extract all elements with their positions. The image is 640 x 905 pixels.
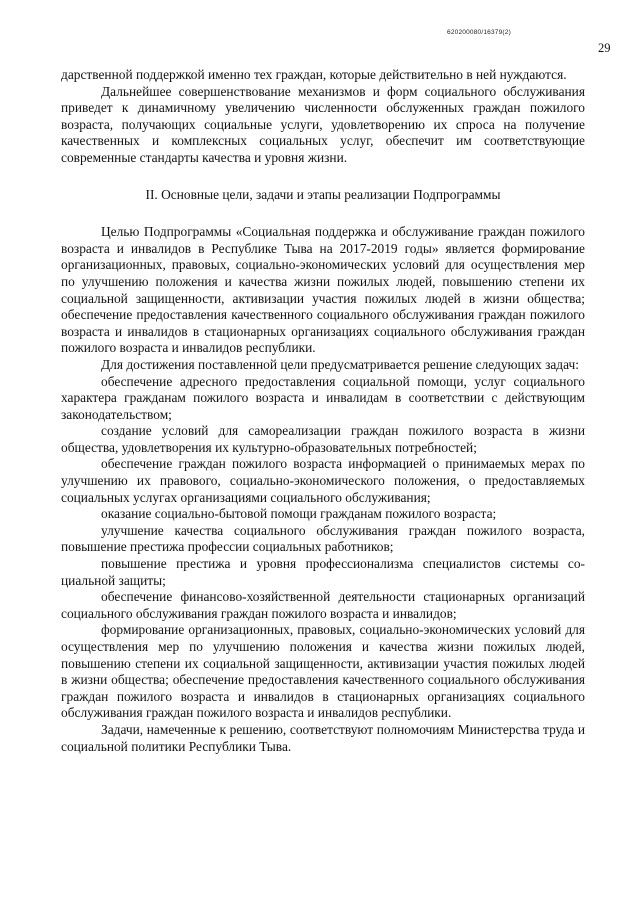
section-title: II. Основные цели, задачи и этапы реализации Подпрограммы <box>145 186 501 202</box>
task-item: повышение престижа и уровня профессионализма специалистов системы социальной защиты; <box>61 556 585 588</box>
task-item: создание условий для самореализации граждан пожилого возраста в жизни общества, удовлетворения их культурно-образовательных потребностей; <box>61 423 585 455</box>
paragraph-improvement: Дальнейшее совершенствование механизмов и форм социального обслуживания приведет к динамичному увеличению численности обслуженных граждан пожилого возраста, получающих социальные услуги, удовлетворению их спроса на получение качественных и комплексных социальных услуг, обеспечит им соответствующие современные стандарты качества и уровня жизни. <box>61 83 585 165</box>
paragraph-continuation: дарственной поддержкой именно тех граждан, которые действительно в ней нуждаются. <box>61 67 567 82</box>
task-item: улучшение качества социального обслуживания граждан пожилого возраста, повышение престижа профессии социальных работников; <box>61 522 585 555</box>
task-item: обеспечение финансово-хозяйственной деятельности стационарных организаций социального обслуживания граждан пожилого возраста и инвалидов; <box>61 589 585 621</box>
task-item: формирование организационных, правовых, социально-экономических условий для осуществления мер по улучшению положения и качества жизни пожилых людей, повышению степени их социальной защищенности, активизации участия пожилых людей в жизни общества; обеспечение предоставления качественного социального обслуживания граждан пожилого возраста и инвалидов в стационарных организациях социального обслуживания граждан пожилого возраста и инвалидов республики. <box>61 622 585 721</box>
paragraph-goal: Целью Подпрограммы «Социальная поддержка и обслуживание граждан пожилого возраста и инвалидов в Республике Тыва на 2017-2019 годы» является формирование организационных, правовых, социально-экономических условий для осуществления мер по улучшению положения и качества жизни пожилых людей, повышению степени их социальной защищенности, активизации участия пожилых людей в жизни общества; обеспечение предоставления качественного социального обслуживания граждан пожилого возраста и инвалидов в стационарных организациях социального обслуживания граждан пожилого возраста и инвалидов республики. <box>61 224 585 356</box>
document-stamp: 620200080/16379(2) <box>447 29 511 36</box>
document-body <box>61 67 585 755</box>
paragraph-tasks-intro: Для достижения поставленной цели предусматривается решение следующих задач: <box>101 356 579 372</box>
page-number: 29 <box>598 41 611 55</box>
paragraph-closing: Задачи, намеченные к решению, соответствуют полномочиям Министерства труда и социальной политики Республики Тыва. <box>61 721 585 754</box>
task-item: обеспечение адресного предоставления социальной помощи, услуг социального характера гражданам пожилого возраста и инвалидам в соответствии с действующим законодательством; <box>61 373 585 422</box>
task-item: обеспечение граждан пожилого возраста информацией о принимаемых мерах по улучшению их правового, социально-экономического положения, о предоставляемых социальных услугах организациями социального обслуживания; <box>61 456 585 505</box>
task-item: оказание социально-бытовой помощи гражданам пожилого возраста; <box>101 506 497 522</box>
